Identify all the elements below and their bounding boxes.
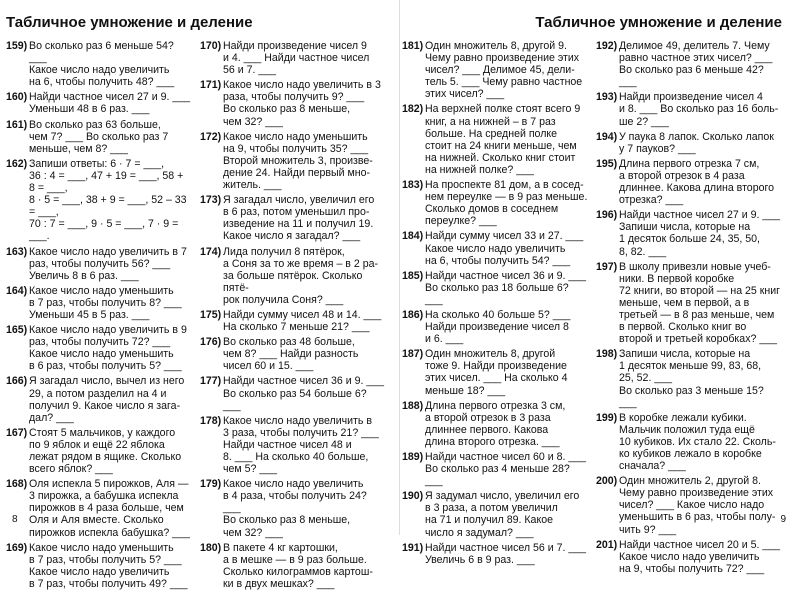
problem-text: Найди сумму чисел 33 и 27. ___ Какое число надо увеличить на 6, чтобы получить 54? ___	[425, 230, 584, 267]
problem-number: 195)	[596, 157, 618, 170]
problem-item	[596, 158, 782, 206]
problem-item	[200, 40, 386, 76]
problem-text: Найди частное чисел 20 и 5. ___ Какое число надо увеличить на 9, чтобы получить 72? ___	[619, 538, 781, 575]
problem-number: 165)	[6, 324, 28, 337]
problem-item	[596, 412, 782, 472]
problem-item	[6, 91, 192, 115]
problem-item	[402, 490, 588, 538]
problem-text: В коробке лежали кубики. Мальчик положил туда ещё 10 кубиков. Их стало 22. Сколь- ко кубиков лежало в коробке сначала? ___	[619, 411, 776, 473]
problem-item	[402, 270, 588, 306]
problem-item	[6, 375, 192, 423]
problem-text: Найди частное чисел 36 и 9. ___ Во сколько раз 54 больше 6? ___	[223, 375, 385, 412]
problem-number: 160)	[6, 91, 28, 104]
problem-number: 162)	[6, 157, 28, 170]
problem-item	[200, 542, 386, 590]
problem-number: 199)	[596, 411, 618, 424]
problem-number: 190)	[402, 490, 424, 503]
problem-column	[6, 40, 192, 593]
problem-item	[402, 542, 588, 566]
problem-column	[200, 40, 386, 593]
problem-text: Оля испекла 5 пирожков, Аля — 3 пирожка, а бабушка испекла пирожков в 4 раза больше, чем Оля и Аля вместе. Сколько пирожков испекла бабушка? ___	[29, 478, 190, 539]
page-title: Табличное умножение и деление	[535, 14, 782, 31]
problem-number: 175)	[200, 308, 222, 321]
problem-item	[402, 179, 588, 227]
problem-text: Какое число надо увеличить в 3 раза, чтобы получить 9? ___ Во сколько раз 8 меньше, чем 32? ___	[223, 79, 381, 128]
problem-text: Я задумал число, увеличил его в 3 раза, а потом увеличил на 71 и получил 89. Какое число я задумал? ___	[425, 490, 580, 539]
problem-text: Какое число надо увеличить в 9 раз, чтобы получить 72? ___ Какое число надо уменьшить в 6 раз, чтобы получить 5? ___	[29, 324, 187, 373]
problem-text: В пакете 4 кг картошки, а в мешке — в 9 раз больше. Сколько килограммов картош- ки в двух мешках? ___	[223, 541, 373, 590]
problem-text: Какое число надо увеличить в 3 раза, чтобы получить 21? ___ Найди частное чисел 48 и 8. ___ На сколько 40 больше, чем 5? ___	[223, 414, 379, 476]
problem-number: 183)	[402, 179, 424, 192]
problem-item	[6, 324, 192, 372]
problem-text: Найди частное чисел 36 и 9. ___ Во сколько раз 18 больше 6? ___	[425, 269, 587, 306]
problem-number: 196)	[596, 209, 618, 222]
problem-number: 181)	[402, 40, 424, 52]
problem-text: Один множитель 8, другой тоже 9. Найди произведение этих чисел. ___ На сколько 4 меньше 18? ___	[425, 348, 568, 397]
problem-item	[596, 475, 782, 535]
problem-item	[200, 194, 386, 242]
problem-item	[596, 91, 782, 127]
problem-number: 163)	[6, 245, 28, 258]
problem-item	[6, 427, 192, 475]
problem-item	[6, 158, 192, 243]
problem-number: 167)	[6, 426, 28, 439]
problem-text: Один множитель 2, другой 8. Чему равно произведение этих чисел? ___ Какое число надо уменьшить в 6 раз, чтобы полу- чить 9? ___	[619, 475, 776, 536]
problem-item	[200, 336, 386, 372]
problem-item	[596, 348, 782, 408]
problem-text: Делимое 49, делитель 7. Чему равно частное этих чисел? ___ Во сколько раз 6 меньше 42? ___	[619, 40, 773, 89]
problem-text: Какое число надо уменьшить в 7 раз, чтобы получить 5? ___ Какое число надо увеличить в 7 раз, чтобы получить 49? ___	[29, 541, 188, 590]
problem-text: Я загадал число, вычел из него 29, а потом разделил на 4 и получил 9. Какое число я зага- дал? ___	[29, 375, 185, 424]
problem-item	[596, 261, 782, 346]
problem-item	[200, 415, 386, 475]
problem-text: Во сколько раз 6 меньше 54? ___ Какое число надо увеличить на 6, чтобы получить 48? ___	[29, 40, 175, 89]
problem-text: Найди частное чисел 27 и 9. ___ Запиши числа, которые на 1 десяток больше 24, 35, 50, 8, 82. ___	[619, 209, 781, 258]
problem-number: 170)	[200, 40, 222, 52]
problem-text: Во сколько раз 63 больше, чем 7? ___ Во сколько раз 7 меньше, чем 8? ___	[29, 118, 169, 155]
problem-number: 180)	[200, 541, 222, 554]
problem-item	[200, 246, 386, 306]
problem-item	[596, 539, 782, 575]
problem-column	[402, 40, 588, 569]
problem-number: 172)	[200, 130, 222, 143]
problem-item	[402, 230, 588, 266]
problem-number: 178)	[200, 414, 222, 427]
problem-item	[402, 40, 588, 100]
problem-number: 176)	[200, 336, 222, 349]
problem-item	[596, 131, 782, 155]
problem-text: Запиши числа, которые на 1 десяток меньше 99, 83, 68, 25, 52. ___ Во сколько раз 3 меньше 15? ___	[619, 348, 764, 409]
problem-number: 201)	[596, 538, 618, 551]
problem-number: 179)	[200, 478, 222, 491]
problem-text: Найди произведение чисел 4 и 8. ___ Во сколько раз 16 боль- ше 2? ___	[619, 91, 779, 128]
problem-number: 174)	[200, 245, 222, 258]
problem-item	[402, 348, 588, 396]
problem-item	[596, 209, 782, 257]
problem-number: 159)	[6, 40, 28, 52]
problem-number: 161)	[6, 118, 28, 131]
problem-number: 188)	[402, 399, 424, 412]
problem-number: 191)	[402, 541, 424, 554]
problem-number: 200)	[596, 475, 618, 488]
problem-number: 177)	[200, 375, 222, 388]
problem-item	[200, 478, 386, 538]
problem-number: 192)	[596, 40, 618, 52]
problem-number: 184)	[402, 230, 424, 243]
problem-text: Один множитель 8, другой 9. Чему равно произведение этих чисел? ___ Делимое 45, дели- тель 5. ___ Чему равно частное этих чисел? ___	[425, 40, 583, 101]
page-title: Табличное умножение и деление	[6, 14, 253, 31]
problem-text: Длина первого отрезка 7 см, а второй отрезок в 4 раза длиннее. Какова длина второго отрезка? ___	[619, 157, 774, 207]
problem-text: Какое число надо увеличить в 4 раза, чтобы получить 24? ___ Во сколько раз 8 меньше, чем 32? ___	[223, 478, 367, 539]
problem-number: 198)	[596, 348, 618, 361]
problem-number: 171)	[200, 79, 222, 92]
problem-text: В школу привезли новые учеб- ники. В первой коробке 72 книги, во второй — на 25 книг меньше, чем в первой, а в третьей — в 8 раз меньше, чем в первой. Сколько книг во второй и третьей коробках? ___	[619, 260, 781, 346]
problem-number: 173)	[200, 194, 222, 207]
problem-item	[402, 400, 588, 448]
problem-number: 164)	[6, 284, 28, 297]
problem-item	[402, 309, 588, 345]
problem-item	[6, 478, 192, 538]
problem-item	[402, 103, 588, 176]
problem-item	[200, 375, 386, 411]
problem-number: 182)	[402, 103, 424, 116]
problem-text: На проспекте 81 дом, а в сосед- нем переулке — в 9 раз меньше. Сколько домов в соседнем переулке? ___	[425, 179, 588, 228]
problem-number: 186)	[402, 308, 424, 321]
problem-text: На сколько 40 больше 5? ___ Найди произведение чисел 8 и 6. ___	[425, 308, 571, 346]
problem-text: Длина первого отрезка 3 см, а второй отрезок в 3 раза длиннее первого. Какова длина второго отрезка. ___	[425, 399, 566, 448]
right-page	[400, 0, 800, 575]
problem-column	[596, 40, 782, 578]
problem-text: Найди частное чисел 27 и 9. ___ Уменьши 48 в 6 раз. ___	[29, 91, 191, 116]
problem-text: Найди частное чисел 60 и 8. ___ Во сколько раз 4 меньше 28? ___	[425, 451, 587, 488]
problem-text: Найди произведение чисел 9 и 4. ___ Найди частное чисел 56 и 7. ___	[223, 40, 370, 77]
problem-number: 194)	[596, 130, 618, 143]
problem-item	[596, 40, 782, 88]
problem-item	[6, 285, 192, 321]
problem-text: Я загадал число, увеличил его в 6 раз, потом уменьшил про- изведение на 11 и получил 19. Какое число я загадал? ___	[223, 194, 375, 243]
problem-number: 193)	[596, 91, 618, 104]
problem-text: Какое число надо уменьшить на 9, чтобы получить 35? ___ Второй множитель 3, произве- дение 24. Найди первый мно- житель. ___	[223, 130, 373, 192]
problem-text: Найди сумму чисел 48 и 14. ___ На сколько 7 меньше 21? ___	[223, 308, 382, 334]
problem-number: 185)	[402, 269, 424, 282]
problem-number: 169)	[6, 541, 28, 554]
problem-text: У паука 8 лапок. Сколько лапок у 7 пауков? ___	[619, 130, 774, 155]
problem-text: Во сколько раз 48 больше, чем 8? ___ Найди разность чисел 60 и 15. ___	[223, 336, 359, 373]
problem-item	[6, 40, 192, 88]
problem-item	[402, 451, 588, 487]
problem-item	[200, 309, 386, 333]
problem-text: Найди частное чисел 56 и 7. ___ Увеличь 6 в 9 раз. ___	[425, 541, 587, 566]
problem-text: Лида получил 8 пятёрок, а Соня за то же время – в 2 ра- за больше пятёрок. Сколько пятё- рок получила Соня? ___	[223, 245, 379, 306]
problem-text: Какое число надо уменьшить в 7 раз, чтобы получить 8? ___ Уменьши 45 в 5 раз. ___	[29, 284, 182, 321]
problem-number: 166)	[6, 375, 28, 388]
problem-number: 189)	[402, 451, 424, 463]
problem-number: 197)	[596, 260, 618, 273]
problem-number: 187)	[402, 348, 424, 361]
problem-item	[200, 79, 386, 127]
problem-text: Стоят 5 мальчиков, у каждого по 9 яблок и ещё 22 яблока лежат рядом в ящике. Сколько всего яблок? ___	[29, 426, 182, 476]
problem-item	[6, 119, 192, 155]
problem-number: 168)	[6, 478, 28, 491]
problem-item	[6, 542, 192, 590]
problem-text: На верхней полке стоят всего 9 книг, а на нижней – в 7 раз больше. На средней полке стоит на 24 книги меньше, чем на нижней. Сколько книг стоит на нижней полке? ___	[425, 103, 581, 176]
page-number: 8	[12, 514, 18, 525]
page-number: 9	[780, 514, 786, 525]
left-page	[0, 0, 400, 590]
problem-item	[200, 131, 386, 191]
problem-item	[6, 246, 192, 282]
problem-text: Какое число надо увеличить в 7 раз, чтобы получить 56? ___ Увеличь 8 в 6 раз. ___	[29, 245, 187, 282]
problem-text: Запиши ответы: 6 · 7 = ___, 36 : 4 = ___, 47 + 19 = ___, 58 + 8 = ___, 8 · 5 = ___, 38 + 9 = ___, 52 – 33 = ___, 70 : 7 = ___, 9 · 5 = ___, 7 · 9 = ___.	[29, 157, 187, 243]
